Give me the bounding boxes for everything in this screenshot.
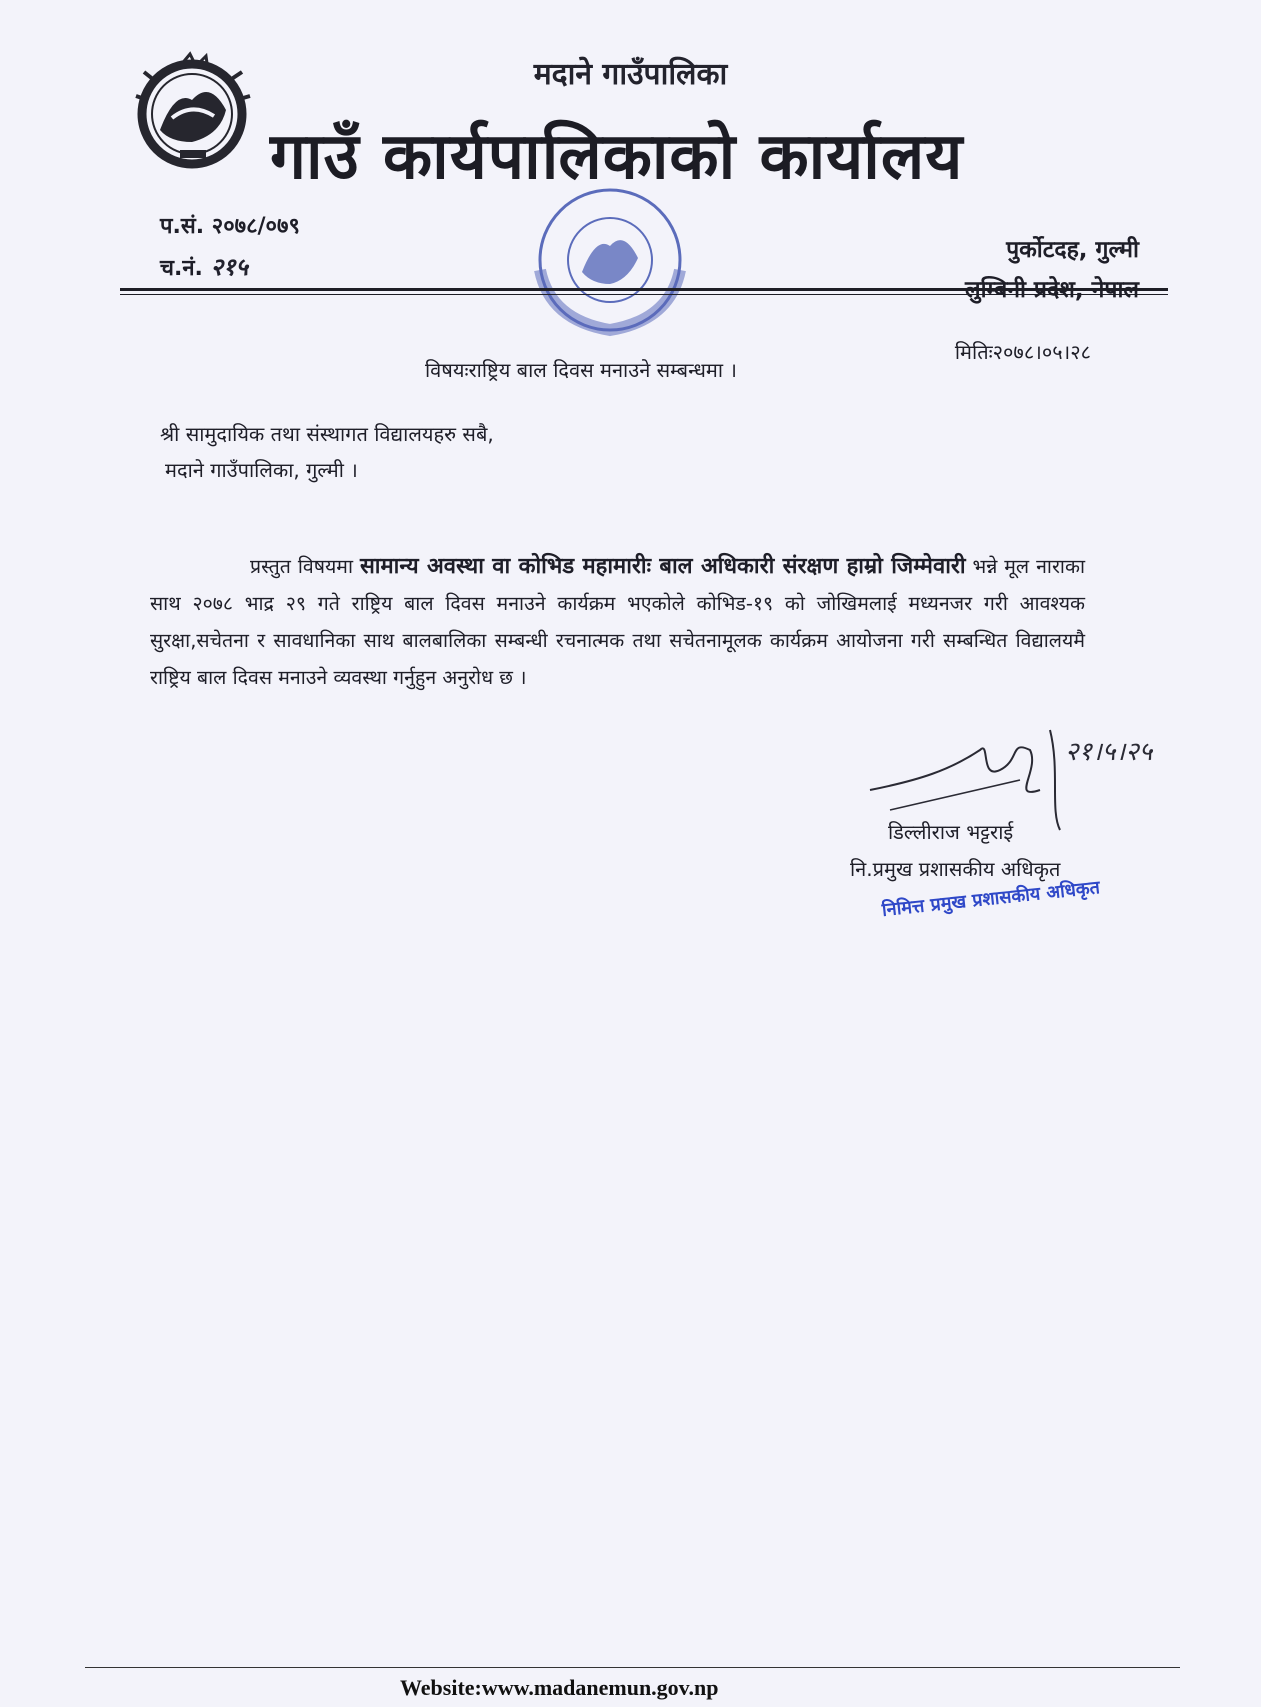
body-text: भन्ने मूल नाराका साथ २०७८ भाद्र २९ गते राष्ट्रिय बाल दिवस मनाउने कार्यक्रम भएकोले कोभिड-१९ को जोखिमलाई मध्यनजर गरी आवश्यक सुरक्षा,सचेतना र सावधानिका साथ बालबालिका सम्बन्धी रचनात्मक तथा सचेतनामूलक कार्यक्रम आयोजना गरी सम्बन्धित विद्यालयमै राष्ट्रिय बाल दिवस मनाउने व्यवस्था गर्नुहुन अनुरोध छ । — [150, 555, 1085, 689]
fiscal-year-label: प.सं. — [160, 214, 205, 239]
fiscal-year — [160, 210, 300, 240]
header-divider — [120, 288, 1168, 291]
official-stamp: निमित्त प्रमुख प्रशासकीय अधिकृत — [880, 877, 1101, 921]
office-seal-icon — [510, 180, 710, 350]
signed-date: २१।५।२५ — [1065, 737, 1153, 767]
letter-body — [150, 548, 1085, 696]
body-slogan: सामान्य अवस्था वा कोभिड महामारीः बाल अधिकारी संरक्षण हाम्रो जिम्मेवारी — [359, 554, 966, 579]
signer-designation: नि.प्रमुख प्रशासकीय अधिकृत — [850, 857, 1061, 881]
letter-subject: विषयःराष्ट्रिय बाल दिवस मनाउने सम्बन्धमा । — [425, 358, 738, 382]
dispatch-number-value: २१५ — [210, 252, 249, 281]
letter-date: मितिः२०७८।०५।२८ — [954, 340, 1091, 364]
address-line-1: पुर्कोटदह, गुल्मी — [1006, 237, 1139, 263]
footer-divider — [85, 1667, 1180, 1668]
body-intro: प्रस्तुत विषयमा — [250, 555, 354, 578]
municipality-name: मदाने गाउँपालिका — [533, 57, 728, 92]
header-divider-thin — [120, 294, 1168, 295]
dispatch-number — [160, 250, 248, 283]
recipient-line-2: मदाने गाउँपालिका, गुल्मी । — [165, 458, 358, 482]
recipient-line-1: श्री सामुदायिक तथा संस्थागत विद्यालयहरु सबै, — [160, 422, 494, 446]
footer-website: Website:www.madanemun.gov.np — [400, 1675, 719, 1700]
dispatch-label: च.नं. — [160, 256, 203, 281]
signer-name: डिल्लीराज भट्टराई — [888, 820, 1014, 844]
office-title: गाउँ कार्यपालिकाको कार्यालय — [270, 120, 964, 194]
fiscal-year-value: २०७८/०७९ — [211, 214, 300, 239]
